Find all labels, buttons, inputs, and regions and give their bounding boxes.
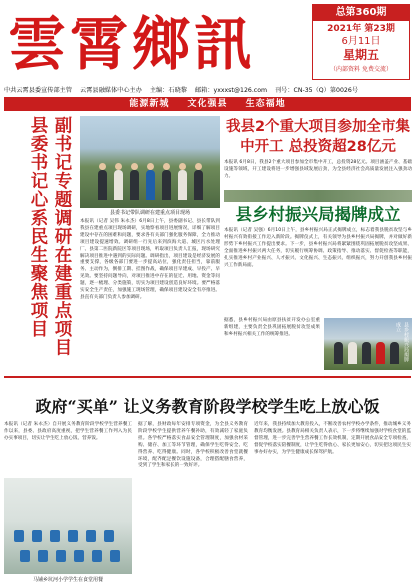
publication-code-text: 刊号：CN-35（Q）第0026号 — [274, 87, 358, 94]
photo-caption: 县乡村振兴局揭牌成立 — [395, 322, 409, 362]
headline-school-meals: 政府“买单” 让义务教育阶段学校学生吃上放心饭 — [35, 397, 380, 416]
article-body: 本报讯（记者 朱永杰）自开展义务教育阶段学校学生营养餐工作以来，县委、县政府高度重视，把学生营养餐工作列入为民办实事项目，切实让学生吃上放心饭、营养饭。 — [4, 422, 132, 441]
issue-note: （内部资料 免费交流） — [330, 66, 392, 73]
photo-caption: 县委书记带队调研在建重点项目现场 — [109, 210, 190, 216]
article-body: 据了解，县财政每年安排专项资金，为全县义务教育阶段学校学生提供营养午餐补助，有效减轻了家庭负担。各学校严格落实食品安全管理制度，加强食材采购、储存、加工等环节管理，确保学生吃得安全、吃得营养、吃得健康。同时，各学校积极改善食堂就餐环境，配齐配足餐饮设施设备，合理搭配膳食营养，受到了学生和家长的一致好评。 — [138, 422, 248, 469]
school-canteen-photo — [4, 478, 132, 574]
construction-site-photo — [224, 190, 412, 202]
article-body: 本报讯（记者 吴强）6月10日上午，县乡村振兴局正式揭牌成立，标志着我县脱贫攻坚与乡村振兴有效衔接工作迈入新阶段。揭牌仪式上，有关领导为县乡村振兴局揭牌，并对做好新形势下乡村振兴工作提出要求。下一步，县乡村振兴局将紧紧围绕巩固拓展脱贫攻坚成果、全面推进乡村振兴两大任务，切实履行统筹协调、政策指导、推动落实、督促检查等职能，扎实推进乡村产业振兴、人才振兴、文化振兴、生态振兴、组织振兴，努力开创我县乡村振兴工作新局面。 — [224, 228, 412, 268]
photo-caption: 马铺乡坑河小学学生在食堂用餐 — [32, 577, 103, 583]
article-body: 本报讯（记者 吴伟 朱永杰）6月8日上午，县委副书记、县长带队到我县在建重点项目现场调研，实地察看项目进展情况，详细了解项目建设中存在的困难和问题，要求各有关部门强化服务保障，全力推动项目建设提速增效。调研组一行先后来到滨海大道、城区污水处理厂、县第二医院新院区等项目现场，听取项目负责人汇报，现场研究解决项目推进中遇到的实际问题。调研指出，项目建设是经济发展的重要支撑，各级各部门要进一步提高站位，强化责任担当，靠前服务、主动作为，倒排工期、挂图作战，确保项目早建成、早投产、早见效。要坚持问题导向，对项目推进中存在的征迁、用地、资金等问题，逐一梳理、分类施策，切实为项目建设创造良好环境。要严格落实安全生产责任，加强施工现场管理，确保项目建设安全有序推进。县直有关部门负责人参加调研。 — [80, 219, 220, 300]
issue-year-number: 2021年 第23期 — [327, 24, 395, 34]
email-text: 邮箱：yxxxst@126.com — [194, 87, 268, 94]
side-headline: 副书记专题调研在建重点项目 县委书记心系民生聚焦项目 — [28, 116, 72, 357]
article-body: 近年来，我县持续加大教育投入，不断改善农村学校办学条件，推动城乡义务教育均衡发展。县教育局相关负责人表示，下一步将继续加强对学校食堂的监督管理，进一步完善学生营养餐工作长效机制，定期开展食品安全专项检查，督促学校落实陪餐制度，让学生吃得放心、家长更加安心，切实把这项民生实事办好办实，为学生健康成长保驾护航。 — [254, 422, 411, 455]
headline-major-projects: 我县2个重大项目参加全市集中开工 总投资超28亿元 — [225, 119, 411, 155]
issue-date: 6月11日 — [341, 36, 381, 47]
headline-rural-revitalization: 县乡村振兴局揭牌成立 — [235, 205, 401, 224]
article-body: 本报讯 6月8日，我县2个重大项目参加全市集中开工，总投资28亿元。项目涵盖产业、基础设施等领域，开工建设将进一步增强县域发展后劲，为全县经济社会高质量发展注入强劲动力。 — [224, 160, 412, 179]
editor-text: 主编：石晓黎 — [149, 87, 187, 94]
issue-info-box — [312, 4, 410, 80]
issue-total-number: 总第360期 — [313, 5, 409, 21]
publication-info-line — [4, 86, 411, 96]
article-body: 据悉，县乡村振兴局由原县扶贫开发办公室重新组建，主要负责全县巩固拓展脱贫攻坚成果和乡村振兴相关工作的统筹推进。 — [224, 318, 320, 337]
masthead-title: 雲霄鄉訊 — [8, 10, 257, 78]
section-divider — [4, 376, 411, 378]
sponsor-text: 中共云霄县委宣传部主管 — [4, 87, 73, 94]
issue-weekday: 星期五 — [342, 48, 379, 62]
publisher-text: 云霄县融媒体中心主办 — [80, 87, 142, 94]
slogan-bar: 能源新城 文化强县 生态福地 — [4, 97, 411, 111]
project-inspection-photo — [80, 116, 220, 208]
